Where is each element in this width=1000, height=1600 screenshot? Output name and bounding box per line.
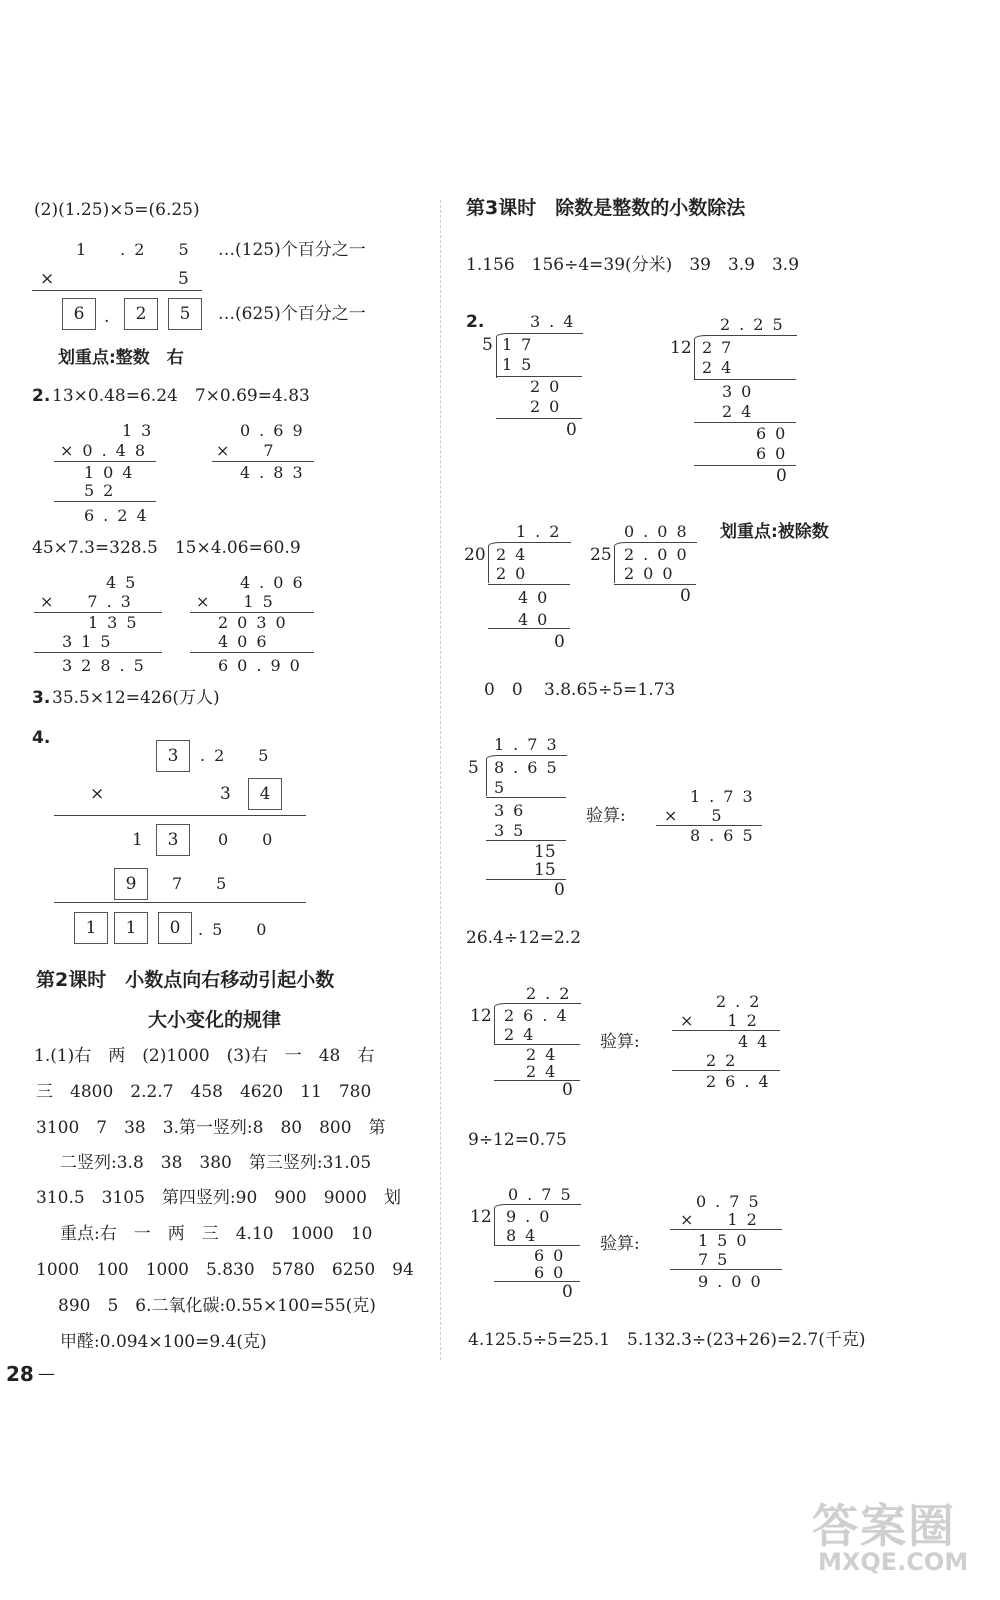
vm1-row: 104 xyxy=(84,463,142,482)
watermark-url: MXQE.COM xyxy=(818,1548,969,1576)
puzzle-box: 1 xyxy=(114,912,148,944)
div2-row: 60 xyxy=(756,444,795,463)
vm2-rule xyxy=(212,461,314,462)
line-9: 9÷12=0.75 xyxy=(468,1130,567,1150)
div3-rule xyxy=(488,628,570,629)
puzzle-box: 9 xyxy=(114,868,148,900)
q1-part2-line: (2)(1.25)×5=(6.25) xyxy=(34,200,200,220)
chk3-row: 75 xyxy=(698,1250,737,1269)
div3-row: 40 xyxy=(518,588,557,607)
div2-divisor: 12 xyxy=(670,338,692,358)
div6-divisor: 12 xyxy=(470,1006,492,1026)
answer-box: 5 xyxy=(168,298,202,330)
puzzle-row4-rest: 7 5 xyxy=(172,874,236,893)
vm3-row: × 7.3 xyxy=(40,592,140,611)
div2-row: 24 xyxy=(702,358,741,377)
para-line: 890 5 6.二氧化碳:0.55×100=55(克) xyxy=(58,1296,376,1316)
puzzle-rule xyxy=(54,902,306,903)
div7-row: 0 xyxy=(562,1282,573,1302)
vm2-row: 4.83 xyxy=(240,463,312,482)
div1-divisor: 5 xyxy=(482,335,493,355)
q3-label: 3. xyxy=(32,688,51,708)
chk2-row: 22 xyxy=(706,1051,745,1070)
puzzle-rule xyxy=(54,815,306,816)
div4-row: 0 xyxy=(680,586,691,606)
puzzle-box: 3 xyxy=(156,740,190,772)
div3-row: 24 xyxy=(496,545,535,564)
vm3-rule xyxy=(34,652,162,653)
chk3-row: 9.00 xyxy=(698,1272,770,1291)
q45-line: 4.125.5÷5=25.1 5.132.3÷(23+26)=2.7(千克) xyxy=(468,1330,866,1350)
div6-quotient: 2.2 xyxy=(526,984,579,1003)
q4-label: 4. xyxy=(32,728,51,748)
div1-row: 20 xyxy=(530,397,569,416)
chk2-row: 26.4 xyxy=(706,1072,778,1091)
div6-row: 26.4 xyxy=(504,1006,576,1025)
chk3-rule xyxy=(670,1229,782,1230)
div6-row: 0 xyxy=(562,1080,573,1100)
div1-row: 15 xyxy=(502,355,541,374)
div6-row: 24 xyxy=(504,1025,543,1044)
q1-line: 1.156 156÷4=39(分米) 39 3.9 3.9 xyxy=(466,255,800,275)
vm2-row: 0.69 xyxy=(240,421,312,440)
div7-row: 60 xyxy=(534,1263,573,1282)
div3-rule xyxy=(488,584,570,585)
lesson2-title: 第2课时 小数点向右移动引起小数 xyxy=(36,969,335,991)
chk2-rule xyxy=(672,1070,780,1071)
div1-row: 20 xyxy=(530,377,569,396)
div5-rule xyxy=(486,797,566,798)
chk3-row: 150 xyxy=(698,1231,756,1250)
decimal-point: . xyxy=(104,307,110,327)
mult-times: × xyxy=(40,269,55,289)
chk1-row: × 5 xyxy=(664,806,731,825)
para-line: 310.5 3105 第四竖列:90 900 9000 划 xyxy=(36,1188,402,1208)
div3-row: 20 xyxy=(496,564,535,583)
puzzle-row1-rest: .2 5 xyxy=(200,746,278,765)
vm4-row: 2030 xyxy=(218,613,295,632)
div5-row: 15 xyxy=(534,842,556,862)
lesson3-title: 第3课时 除数是整数的小数除法 xyxy=(466,197,746,219)
div6-row: 24 xyxy=(526,1062,565,1081)
vm1-rule xyxy=(54,501,156,502)
check-label: 验算: xyxy=(600,1032,640,1052)
check-label: 验算: xyxy=(586,806,626,826)
puzzle-box: 4 xyxy=(248,778,282,810)
para-line: 重点:右 一 两 三 4.10 1000 10 xyxy=(60,1224,373,1244)
div5-row: 36 xyxy=(494,801,533,820)
div5-divisor: 5 xyxy=(468,758,479,778)
chk3-row: × 12 xyxy=(680,1210,766,1229)
div4-rule xyxy=(614,584,696,585)
div2-row: 0 xyxy=(776,466,787,486)
vm3-row: 315 xyxy=(62,632,120,651)
div5-quotient: 1.73 xyxy=(494,735,566,754)
vm4-rule xyxy=(190,652,314,653)
div5-rule xyxy=(486,840,566,841)
para-line: 1000 100 1000 5.830 5780 6250 94 xyxy=(36,1260,414,1280)
vm4-row: × 15 xyxy=(196,592,282,611)
div5-row: 15 xyxy=(534,860,556,880)
vm1-row: 13 xyxy=(122,421,161,440)
q3-line: 3.8.65÷5=1.73 xyxy=(544,680,676,700)
mult-five: 5 xyxy=(178,269,189,289)
div2-rule xyxy=(694,379,796,380)
div7-row: 9.0 xyxy=(506,1207,559,1226)
line-26: 26.4÷12=2.2 xyxy=(466,928,582,948)
mult-note1: …(125)个百分之一 xyxy=(218,240,366,260)
chk3-rule xyxy=(670,1269,782,1270)
chk1-row: 8.65 xyxy=(690,826,762,845)
vm3-row: 45 xyxy=(106,573,145,592)
page-number: 28 xyxy=(6,1362,34,1386)
page-dash: — xyxy=(38,1364,55,1384)
div2-row: 60 xyxy=(756,424,795,443)
div3-row: 40 xyxy=(518,610,557,629)
vm3-row: 135 xyxy=(88,613,146,632)
div1-row: 17 xyxy=(502,335,541,354)
check-label: 验算: xyxy=(600,1234,640,1254)
div4-row: 2.00 xyxy=(624,545,696,564)
div2-row: 24 xyxy=(722,402,761,421)
puzzle-digit: 1 xyxy=(132,830,143,850)
chk2-row: × 12 xyxy=(680,1011,766,1030)
mult-note2: …(625)个百分之一 xyxy=(218,304,366,324)
div3-divisor: 20 xyxy=(464,545,486,565)
vm4-row: 406 xyxy=(218,632,276,651)
vm4-row: 60.90 xyxy=(218,656,309,675)
div6-row: 24 xyxy=(526,1045,565,1064)
para-line: 甲醛:0.094×100=9.4(克) xyxy=(60,1332,267,1352)
q3-line: 35.5×12=426(万人) xyxy=(52,688,220,708)
vm2-row: × 7 xyxy=(216,441,283,460)
puzzle-row5-rest: .5 0 xyxy=(198,920,276,939)
line-45: 45×7.3=328.5 15×4.06=60.9 xyxy=(32,538,301,558)
para-line: 三 4800 2.2.7 458 4620 11 780 xyxy=(36,1082,372,1102)
div5-row: 5 xyxy=(494,778,514,797)
div3-quotient: 1.2 xyxy=(516,522,569,541)
para-line: 3100 7 38 3.第一竖列:8 80 800 第 xyxy=(36,1118,386,1138)
chk2-row: 44 xyxy=(738,1032,777,1051)
div2-row: 27 xyxy=(702,338,741,357)
mult-rule xyxy=(32,290,202,291)
chk1-row: 1.73 xyxy=(690,787,762,806)
column-divider xyxy=(440,200,441,1360)
div2-quotient: 2.25 xyxy=(720,315,792,334)
div5-row: 35 xyxy=(494,821,533,840)
puzzle-digit: 3 xyxy=(220,784,231,804)
puzzle-box: 3 xyxy=(156,824,190,856)
q2-line: 13×0.48=6.24 7×0.69=4.83 xyxy=(52,386,310,406)
div1-quotient: 3.4 xyxy=(530,312,583,331)
q3-pre: 0 0 xyxy=(484,680,523,700)
para-line: 二竖列:3.8 38 380 第三竖列:31.05 xyxy=(60,1153,372,1173)
div4-row: 200 xyxy=(624,564,682,583)
div4-quotient: 0.08 xyxy=(624,522,696,541)
vm3-row: 328.5 xyxy=(62,656,153,675)
vm1-row: ×0.48 xyxy=(60,441,155,460)
puzzle-row3-rest: 0 0 xyxy=(218,830,282,849)
div4-divisor: 25 xyxy=(590,545,612,565)
puzzle-times: × xyxy=(90,784,105,804)
mult-row1: 1 .2 5 xyxy=(76,240,198,259)
answer-box: 6 xyxy=(62,298,96,330)
vm4-row: 4.06 xyxy=(240,573,312,592)
q2-label: 2. xyxy=(466,312,485,332)
chk2-rule xyxy=(672,1030,780,1031)
keypoint-1: 划重点:整数 右 xyxy=(58,348,184,368)
div7-row: 60 xyxy=(534,1246,573,1265)
answer-box: 2 xyxy=(124,298,158,330)
lesson2-title-cont: 大小变化的规律 xyxy=(148,1009,282,1031)
div5-row: 8.65 xyxy=(494,758,566,777)
chk3-row: 0.75 xyxy=(696,1192,768,1211)
vm1-row: 6.24 xyxy=(84,506,156,525)
div2-row: 30 xyxy=(722,382,761,401)
watermark-logo: 答案圈 xyxy=(812,1499,956,1553)
keypoint-2: 划重点:被除数 xyxy=(720,522,829,542)
puzzle-box: 1 xyxy=(74,912,108,944)
vm1-rule xyxy=(54,461,156,462)
div2-rule xyxy=(694,422,796,423)
div3-row: 0 xyxy=(554,632,565,652)
vm1-row: 52 xyxy=(84,481,123,500)
div7-divisor: 12 xyxy=(470,1207,492,1227)
div5-row: 0 xyxy=(554,880,565,900)
div1-rule xyxy=(496,418,582,419)
div7-quotient: 0.75 xyxy=(508,1185,580,1204)
chk2-row: 2.2 xyxy=(716,992,769,1011)
div7-row: 84 xyxy=(506,1226,545,1245)
div1-row: 0 xyxy=(566,420,577,440)
puzzle-box: 0 xyxy=(158,912,192,944)
q2-label: 2. xyxy=(32,386,51,406)
para-line: 1.(1)右 两 (2)1000 (3)右 一 48 右 xyxy=(34,1046,375,1066)
